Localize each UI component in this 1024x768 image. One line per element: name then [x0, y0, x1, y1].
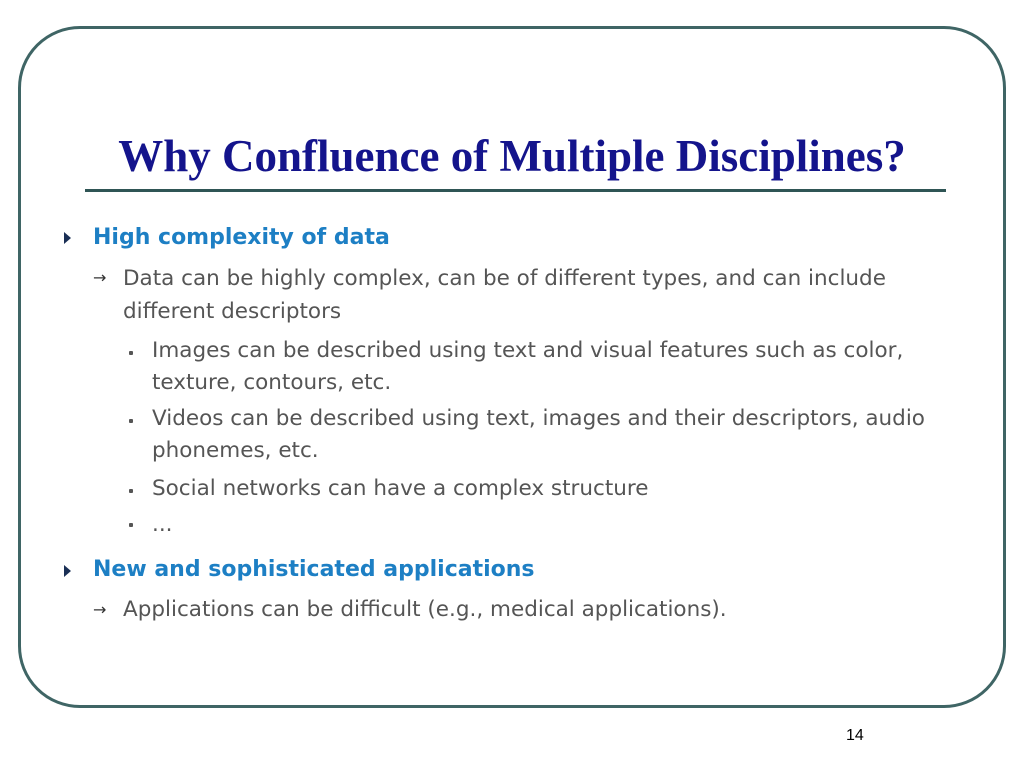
- list-item-images: Images can be described using text and visual features such as color, texture, contours, etc.: [152, 338, 904, 395]
- small-square-bullet-icon: [129, 351, 133, 355]
- section-heading-data-complexity: High complexity of data: [93, 225, 390, 250]
- list-item-social-networks: Social networks can have a complex structure: [152, 476, 649, 501]
- arrow-right-icon: →: [93, 268, 107, 287]
- slide-title: Why Confluence of Multiple Disciplines?: [118, 131, 906, 181]
- triangle-right-icon: [64, 232, 71, 244]
- subpoint-applications: Applications can be difficult (e.g., medical applications).: [123, 597, 727, 622]
- small-square-bullet-icon: [129, 523, 133, 527]
- small-square-bullet-icon: [129, 489, 133, 493]
- arrow-right-icon: →: [93, 600, 107, 619]
- title-divider: [85, 189, 946, 192]
- page-number: 14: [846, 727, 864, 744]
- small-square-bullet-icon: [129, 419, 133, 423]
- triangle-right-icon: [64, 565, 71, 577]
- list-item-videos: Videos can be described using text, images and their descriptors, audio phonemes, etc.: [152, 406, 925, 463]
- section-heading-applications: New and sophisticated applications: [93, 557, 535, 582]
- subpoint-data-complexity: Data can be highly complex, can be of different types, and can include different descriptors: [123, 266, 886, 324]
- list-item-ellipsis: ...: [152, 512, 173, 537]
